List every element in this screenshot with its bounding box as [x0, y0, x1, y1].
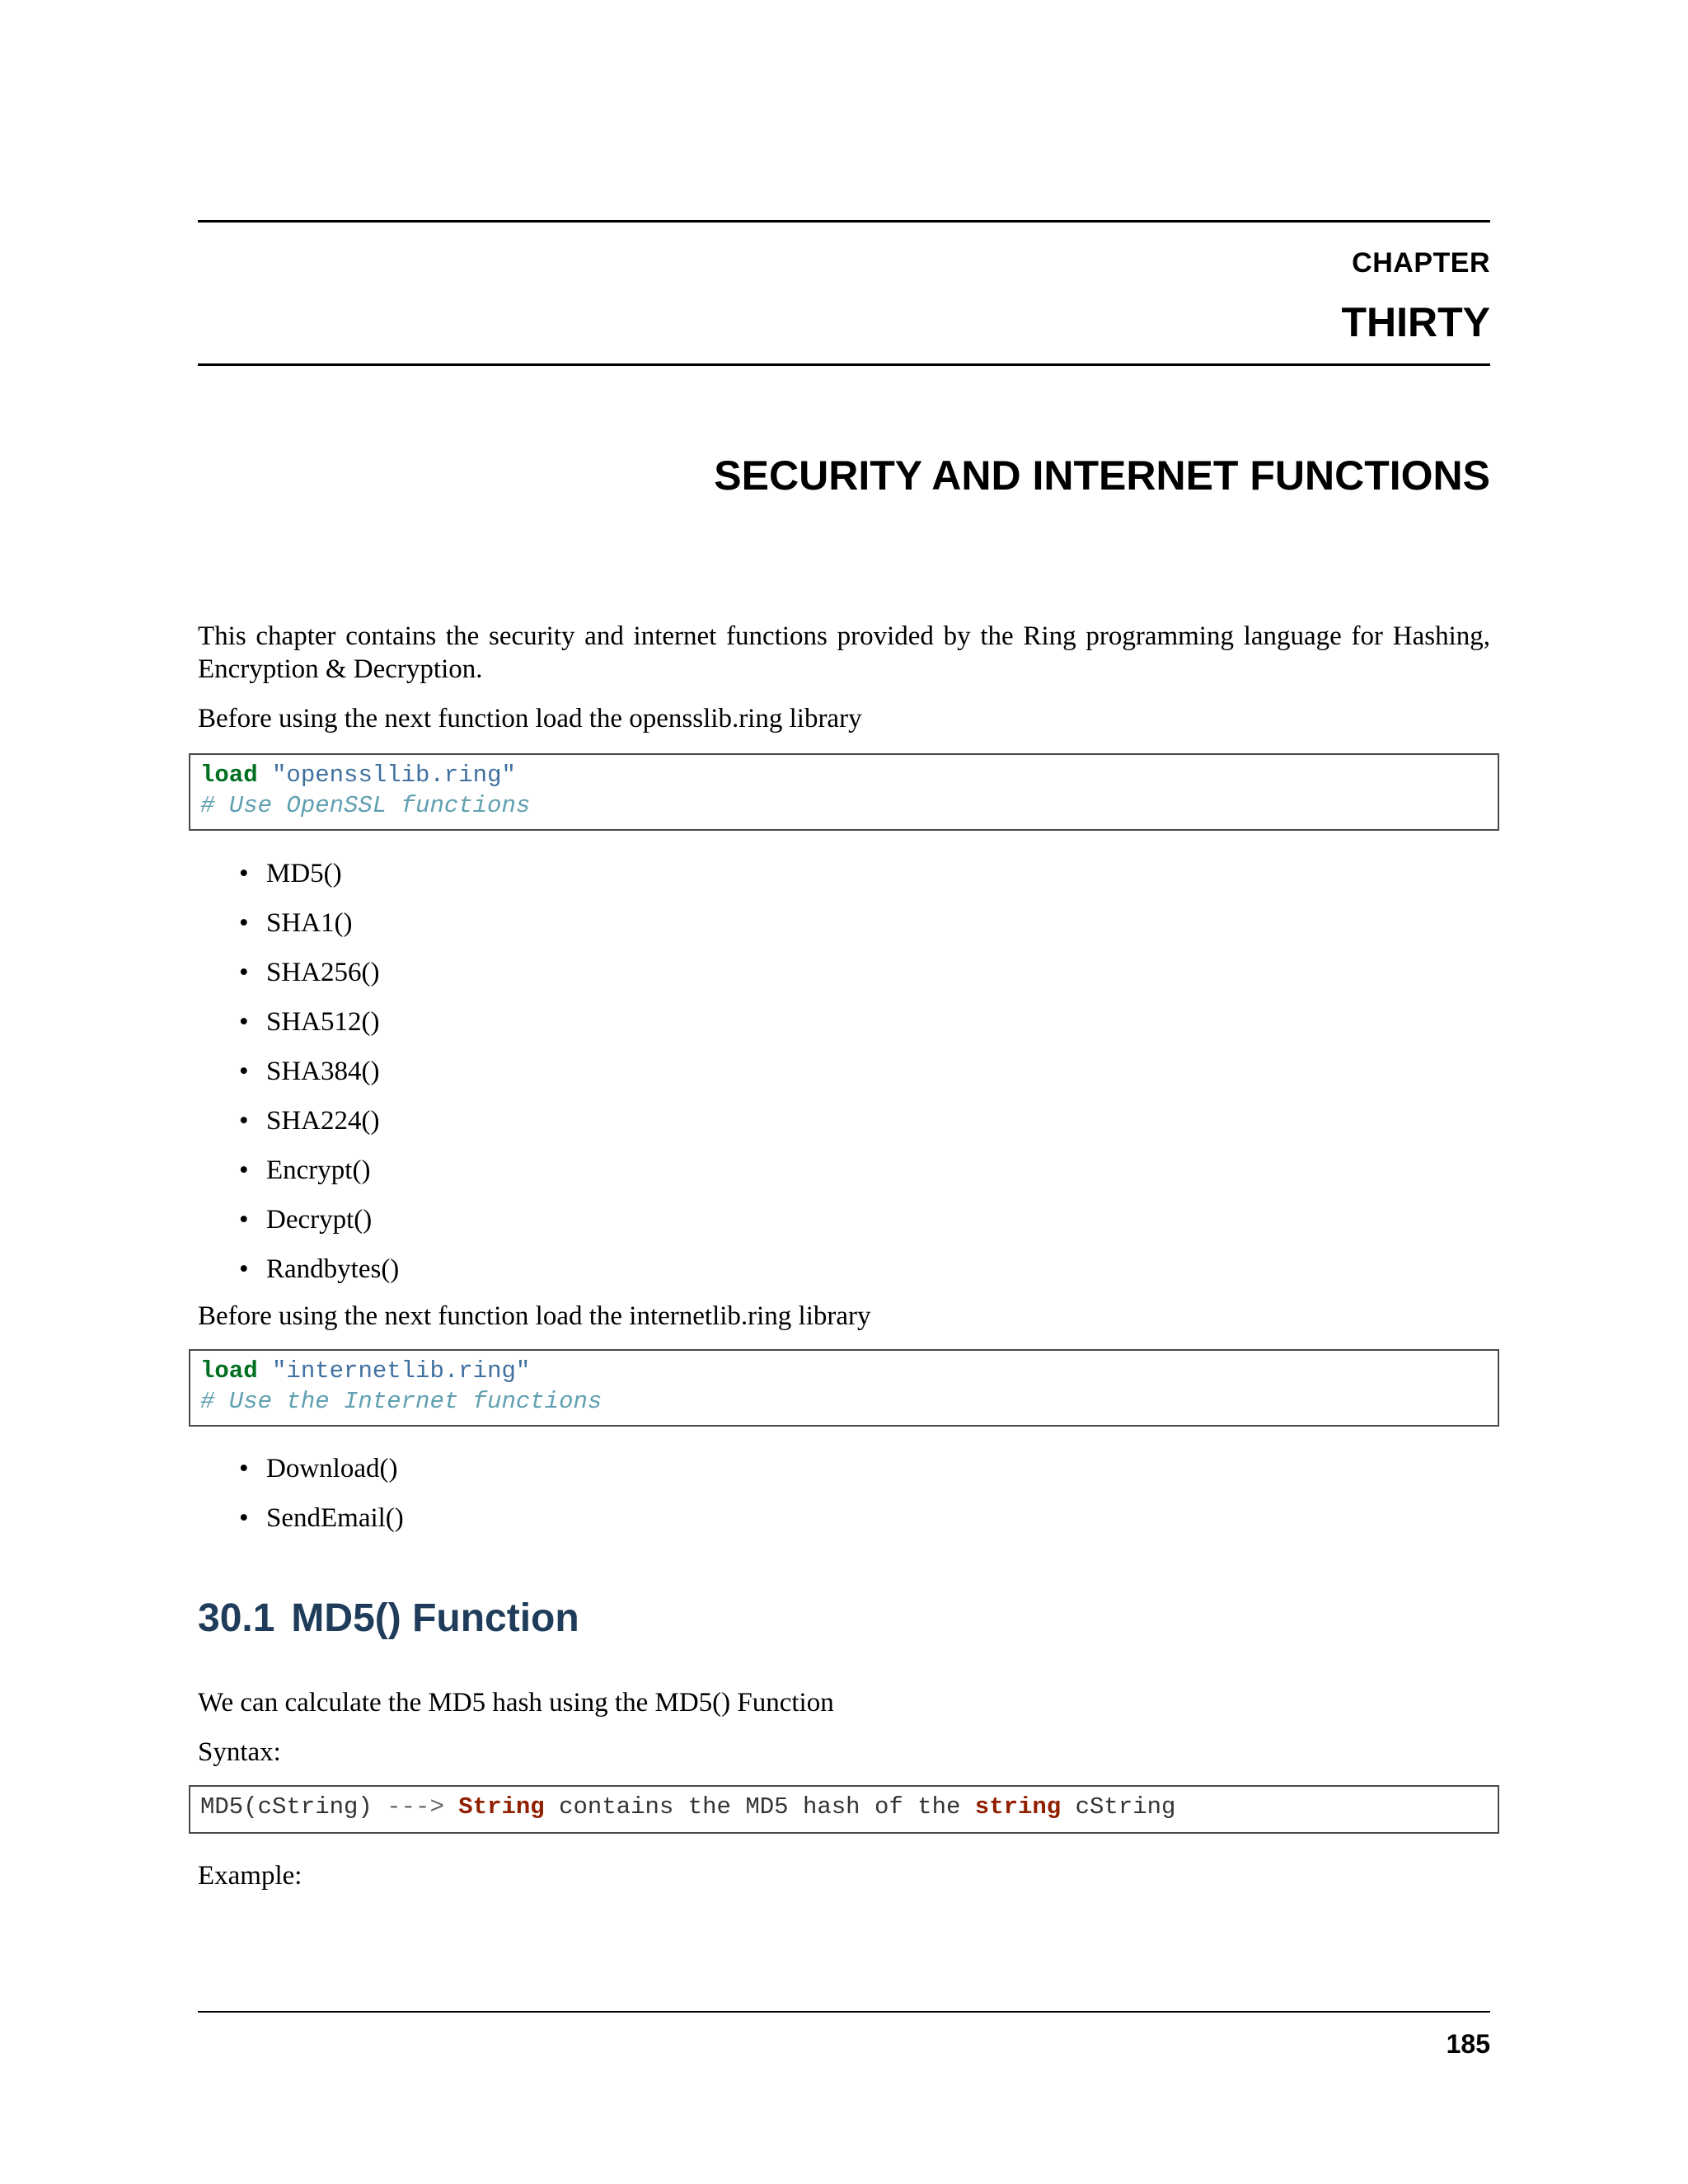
page-number: 185	[1446, 2029, 1490, 2059]
section-title: MD5() Function	[291, 1596, 579, 1640]
list-item: • Randbytes()	[239, 1253, 399, 1302]
code-keyword: load	[200, 1357, 258, 1385]
internet-note: Before using the next function load the internetlib.ring library	[198, 1301, 871, 1331]
code-block-openssl	[189, 753, 1499, 831]
intro-paragraph: This chapter contains the security and internet functions provided by the Ring programming language for Hashing, Encryption & Decryption.	[198, 621, 1490, 684]
chapter-label: CHAPTER	[1352, 247, 1490, 279]
chapter-bottom-rule	[198, 363, 1490, 366]
internet-function-list	[239, 1452, 404, 1551]
list-item: • SHA1()	[239, 907, 399, 956]
syntax-end: cString	[1061, 1793, 1176, 1821]
syntax-type: String	[458, 1793, 545, 1821]
syntax-call: MD5(cString)	[200, 1793, 387, 1821]
code-string: "internetlib.ring"	[272, 1357, 531, 1385]
page-title: SECURITY AND INTERNET FUNCTIONS	[714, 452, 1490, 499]
syntax-type: string	[974, 1793, 1062, 1821]
code-block-internet	[189, 1349, 1499, 1427]
list-item: • SendEmail()	[239, 1502, 404, 1551]
syntax-label: Syntax:	[198, 1737, 281, 1767]
list-item: • Download()	[239, 1452, 404, 1502]
list-item: • Encrypt()	[239, 1154, 399, 1203]
section-description: We can calculate the MD5 hash using the MD5() Function	[198, 1688, 834, 1718]
code-block-syntax	[189, 1785, 1499, 1834]
list-item: • SHA224()	[239, 1104, 399, 1154]
syntax-middle: contains the MD5 hash of the	[544, 1793, 975, 1821]
section-heading	[198, 1596, 579, 1641]
footer-rule	[198, 2011, 1490, 2013]
code-comment: # Use OpenSSL functions	[200, 792, 531, 819]
chapter-top-rule	[198, 220, 1490, 223]
list-item: • SHA256()	[239, 956, 399, 1005]
section-number: 30.1	[198, 1596, 275, 1640]
example-label: Example:	[198, 1861, 302, 1891]
code-comment: # Use the Internet functions	[200, 1388, 603, 1415]
syntax-arrow: --->	[387, 1793, 444, 1821]
list-item: • Decrypt()	[239, 1203, 399, 1253]
list-item: • MD5()	[239, 857, 399, 907]
list-item: • SHA512()	[239, 1005, 399, 1055]
chapter-number: THIRTY	[1341, 299, 1490, 345]
list-item: • SHA384()	[239, 1055, 399, 1104]
code-keyword: load	[200, 762, 258, 789]
code-string: "openssllib.ring"	[272, 762, 516, 789]
openssl-note: Before using the next function load the opensslib.ring library	[198, 704, 862, 733]
openssl-function-list	[239, 857, 399, 1302]
